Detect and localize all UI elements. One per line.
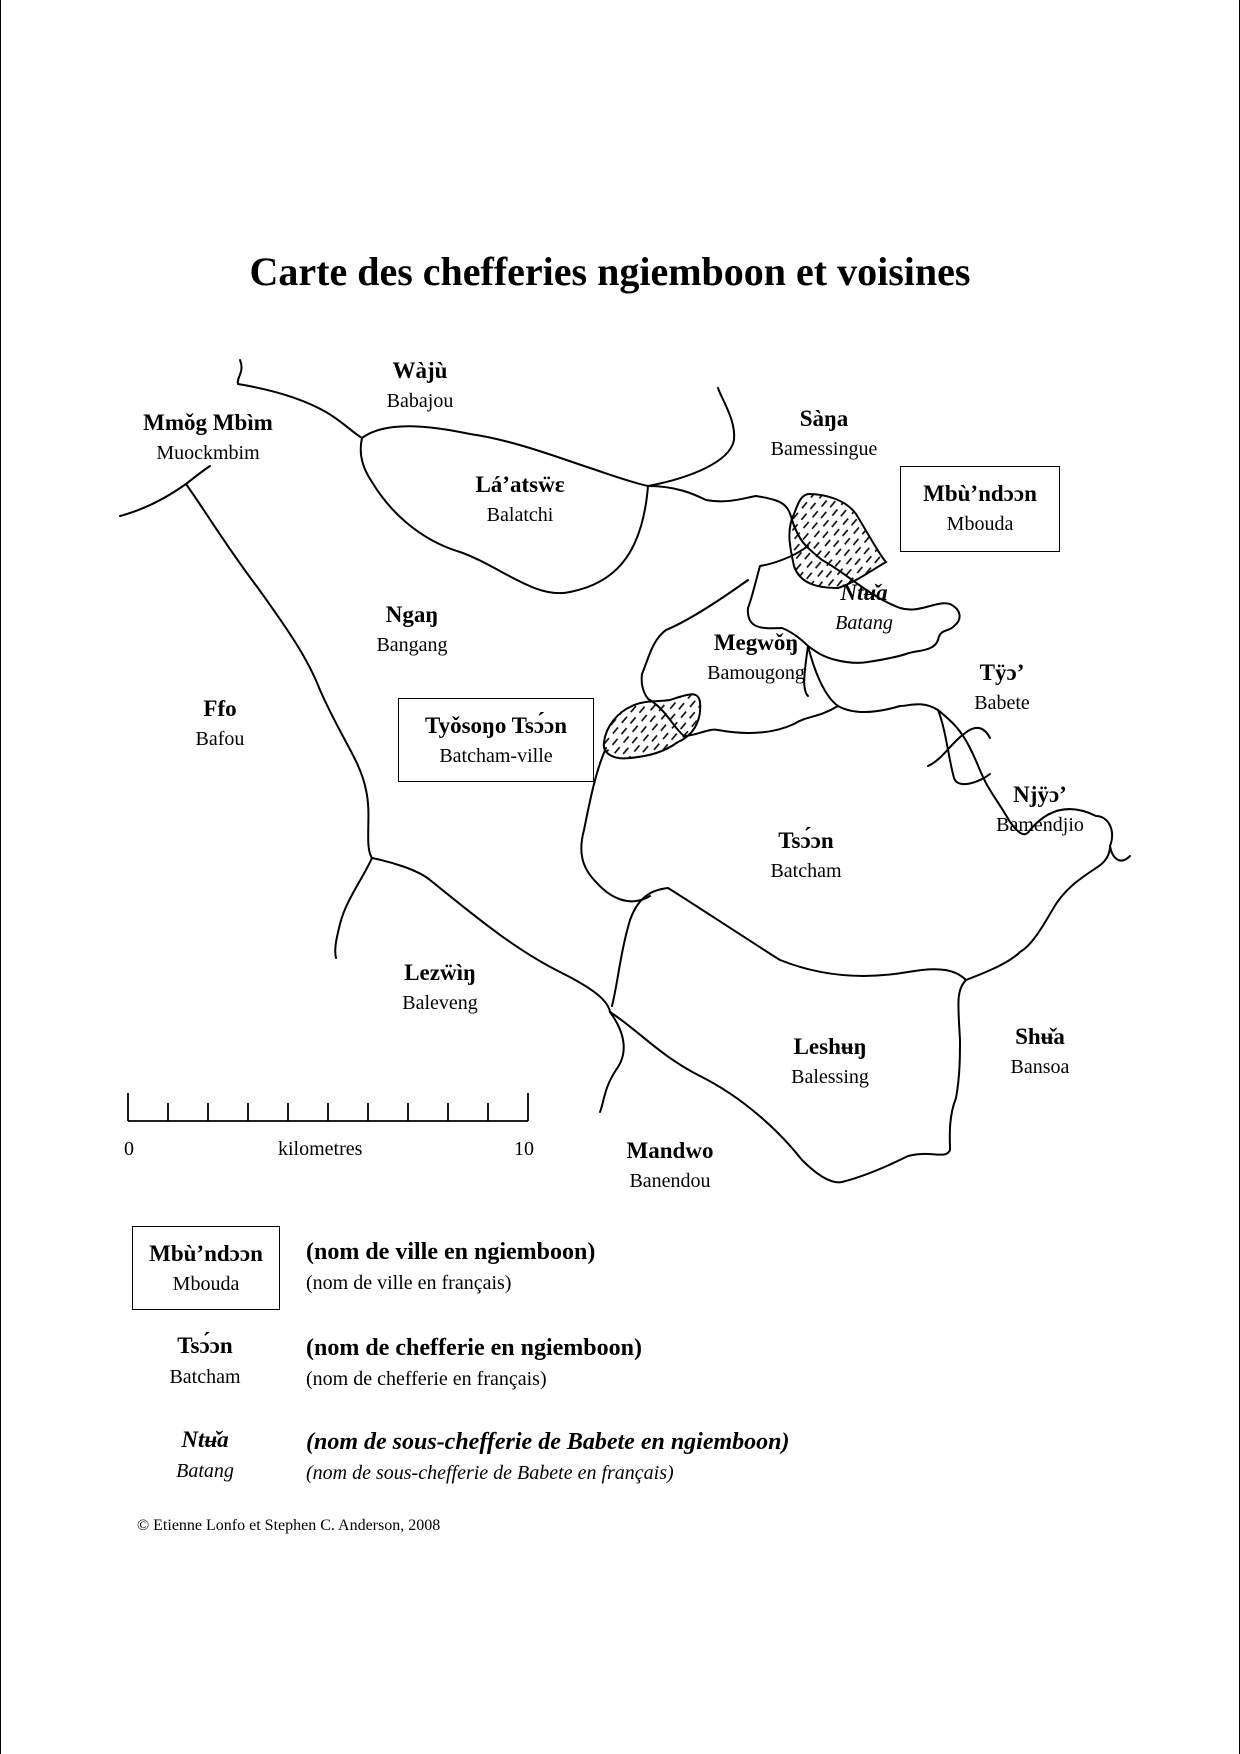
- chiefdom-label-shua: [910, 1022, 1170, 1082]
- chiefdom-name-french: Batcham: [770, 860, 842, 882]
- chiefdom-name-ngiemboon: Lá’atsẅɛ: [475, 472, 565, 497]
- chiefdom-label-laatswe: [390, 470, 650, 530]
- boundary-east-sana: [648, 486, 756, 501]
- chiefdom-label-njyo: [910, 780, 1170, 840]
- town-name-ngiemboon: Tyǒsoŋo Tsɔ́ɔn: [424, 713, 568, 738]
- scale-bar: [128, 1093, 528, 1121]
- chiefdom-name-french: Bamougong: [707, 662, 805, 684]
- chiefdom-name-ngiemboon: Mmǒg Mbìm: [143, 410, 273, 435]
- legend-chiefdom-desc-fr: (nom de chefferie en français): [306, 1368, 547, 1390]
- boundary-baleveng: [600, 1012, 624, 1112]
- chiefdom-name-french: Bamessingue: [770, 438, 878, 460]
- boundary-muockmbim: [186, 484, 372, 858]
- legend-town-desc-ng: (nom de ville en ngiemboon): [306, 1239, 596, 1265]
- chiefdom-label-ffo: [90, 694, 350, 754]
- chiefdom-name-french: Bafou: [195, 728, 245, 750]
- legend-subchiefdom-sample-fr: Batang: [176, 1460, 234, 1482]
- scale-label-start: 0: [124, 1138, 134, 1160]
- chiefdom-label-wajuu: [290, 356, 550, 416]
- legend-town-sample: [132, 1226, 280, 1310]
- boundary-nw: [120, 466, 210, 516]
- legend-subchiefdom-sample-ng: Ntʉ̌a: [181, 1427, 229, 1452]
- boundary-far-east: [1110, 846, 1130, 861]
- chiefdom-label-sana: [694, 404, 954, 464]
- chiefdom-name-ngiemboon: Wàjù: [392, 358, 448, 383]
- town-name-french: Mbouda: [946, 513, 1014, 535]
- scale-label-end: 10: [514, 1138, 534, 1160]
- chiefdom-label-mmog: [78, 408, 338, 468]
- legend-chiefdom-sample: [130, 1330, 280, 1392]
- boundary-leshun-batcham: [612, 888, 966, 1006]
- scale-label-unit: kilometres: [278, 1138, 363, 1160]
- chiefdom-name-ngiemboon: Tsɔ́ɔn: [778, 828, 834, 853]
- chiefdom-name-french: Bangang: [376, 634, 448, 656]
- chiefdom-name-french: Bamendjio: [996, 814, 1084, 836]
- chiefdom-name-french: Babete: [974, 692, 1030, 714]
- legend-town-desc-fr: (nom de ville en français): [306, 1272, 512, 1294]
- town-name-french: Batcham-ville: [439, 745, 553, 767]
- legend-chiefdom-desc-ng: (nom de chefferie en ngiemboon): [306, 1335, 642, 1361]
- chiefdom-name-ngiemboon: Njÿɔ’: [1013, 782, 1067, 807]
- chiefdom-name-ngiemboon: Ffo: [203, 696, 237, 721]
- legend-subchiefdom-description: [306, 1426, 790, 1488]
- town-box-batcham-ville: [398, 698, 594, 782]
- boundary-bansoa: [966, 846, 1110, 980]
- chiefdom-name-french: Balatchi: [486, 504, 554, 526]
- boundary-megwon-batcham: [684, 706, 838, 736]
- chiefdom-name-ngiemboon: Megwǒŋ: [713, 630, 799, 655]
- chiefdom-name-french: Banendou: [629, 1170, 711, 1192]
- chiefdom-name-ngiemboon: Sàŋa: [799, 406, 849, 431]
- boundary-tyo-river: [928, 728, 990, 766]
- chiefdom-name-french: Balessing: [791, 1066, 869, 1088]
- legend-subchiefdom-desc-ng: (nom de sous-chefferie de Babete en ngiemboon): [306, 1429, 790, 1455]
- legend-town-sample-ng: Mbù’ndɔɔn: [149, 1241, 263, 1266]
- legend-chiefdom-sample-fr: Batcham: [169, 1366, 241, 1388]
- chiefdom-label-mandwo: [540, 1136, 800, 1196]
- batcham-ville-hatched-area: [604, 694, 700, 758]
- subchiefdom-name-ngiemboon: Ntʉ̌a: [840, 580, 888, 605]
- legend-subchiefdom-desc-fr: (nom de sous-chefferie de Babete en français): [306, 1462, 674, 1484]
- chiefdom-name-ngiemboon: Shʉ̌a: [1015, 1024, 1065, 1049]
- subchiefdom-name-french: Batang: [835, 612, 893, 634]
- legend-subchiefdom-sample: [130, 1424, 280, 1486]
- chiefdom-label-ngan: [282, 600, 542, 660]
- map-title: Carte des chefferies ngiemboon et voisines: [249, 249, 971, 294]
- chiefdom-label-lezwin: [310, 958, 570, 1018]
- subchiefdom-label-ntua: [734, 578, 994, 638]
- chiefdom-label-tsoon: [676, 826, 936, 886]
- chiefdom-name-ngiemboon: Lezẅìŋ: [404, 960, 476, 985]
- copyright-notice: © Etienne Lonfo et Stephen C. Anderson, 2008: [137, 1517, 441, 1534]
- legend-town-description: [306, 1236, 595, 1298]
- chiefdom-name-ngiemboon: Leshʉŋ: [793, 1034, 867, 1059]
- chiefdom-name-french: Muockmbim: [156, 442, 260, 464]
- town-box-mbouda: [900, 466, 1060, 552]
- legend-chiefdom-sample-ng: Tsɔ́ɔn: [177, 1333, 233, 1358]
- chiefdom-label-tyo: [872, 658, 1132, 718]
- legend-town-sample-fr: Mbouda: [172, 1273, 240, 1295]
- chiefdom-name-ngiemboon: Ngaŋ: [385, 602, 439, 627]
- boundary-sw-river: [335, 858, 372, 958]
- chiefdom-name-ngiemboon: Tÿɔ’: [979, 660, 1025, 685]
- town-name-ngiemboon: Mbù’ndɔɔn: [923, 481, 1037, 506]
- mbouda-hatched-area: [789, 494, 886, 588]
- chiefdom-name-ngiemboon: Mandwo: [626, 1138, 714, 1163]
- chiefdom-name-french: Bansoa: [1010, 1056, 1070, 1078]
- legend-chiefdom-description: [306, 1332, 642, 1394]
- chiefdom-name-french: Baleveng: [402, 992, 478, 1014]
- chiefdom-name-french: Babajou: [386, 390, 454, 412]
